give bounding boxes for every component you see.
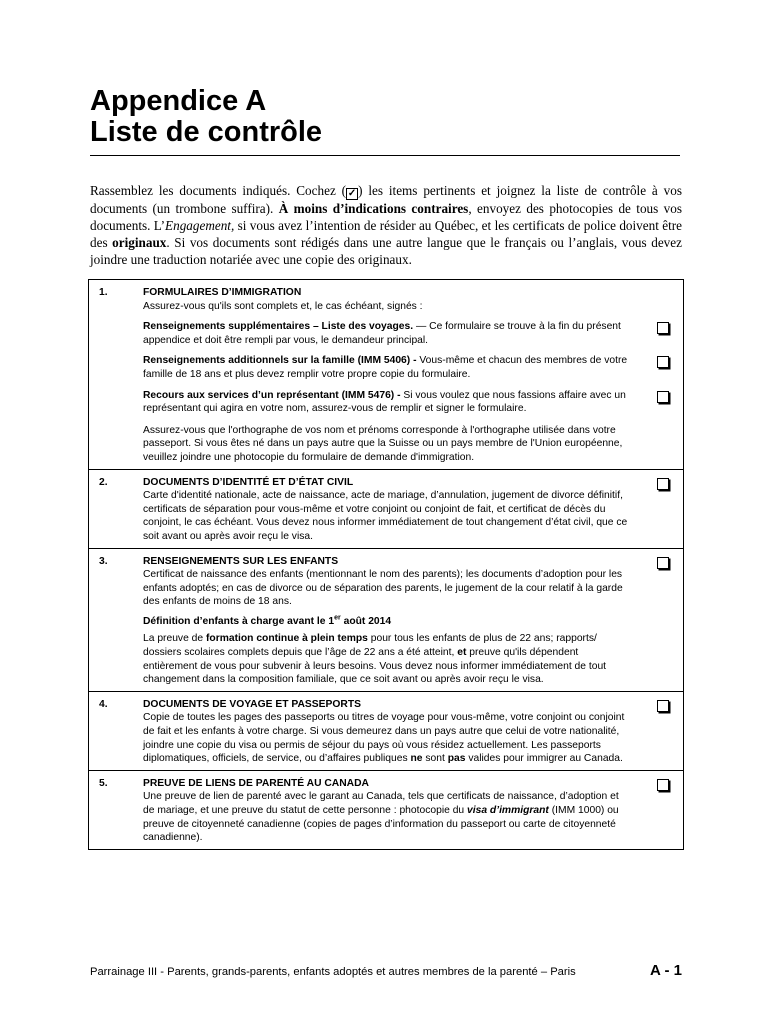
page-number: A - 1 [650,962,682,979]
checkbox[interactable] [657,356,669,368]
checkbox[interactable] [657,391,669,403]
checkbox[interactable] [657,478,669,490]
checkbox[interactable] [657,322,669,334]
section-note: Assurez-vous que l'orthographe de vos nom et prénoms corresponde à l'orthographe utilisée dans votre passeport. Si vous êtes né dans un pays autre que la Suisse ou un pays membre de l'Union européenne, veuillez joindre une photocopie du formulaire de demande d'immigration. [143,424,623,463]
checkbox[interactable] [657,700,669,712]
section-number: 1. [89,280,144,470]
section-title: DOCUMENTS D’IDENTITÉ ET D’ÉTAT CIVIL [143,476,354,488]
definition-text: La preuve de formation continue à plein temps pour tous les enfants de plus de 22 ans; rapports/ dossiers scolaires complets depuis que l’âge de 22 ans a été atteint, et preuve qu'ils dépendent entièrement de vous pour subvenir à leurs besoins. Vous devez nous informer immédiatement de tout changement dans la composition familiale, que ce soit avant ou après avoir reçu le visa. [143,633,607,686]
page-title [90,86,680,148]
section-title: PREUVE DE LIENS DE PARENTÉ AU CANADA [143,777,369,789]
title-divider [90,155,680,156]
section-text: Une preuve de lien de parenté avec le garant au Canada, tels que certificats de naissance, d’adoption et de mariage, et une preuve du statut de cette personne : photocopie du visa d’immigrant (IMM 1000) ou preuve de citoyenneté canadienne (copies de pages d’information du passeport ou carte de citoyenneté canadienne). [143,791,619,844]
section-subtitle: Assurez-vous qu'ils sont complets et, le cas échéant, signés : [143,300,423,312]
section-4 [89,691,684,770]
section-number: 3. [89,548,144,691]
section-number: 5. [89,770,144,849]
intro-paragraph: Rassemblez les documents indiqués. Cochez ( ✓ ) les items pertinents et joignez la liste de contrôle à vos documents (un trombone suffira). À moins d’indications contraires, envoyez des photocopies de tous vos documents. L’Engagement, si vous avez l’intention de résider au Québec, et les certificats de police doivent être des originaux. Si vos documents sont rédigés dans une autre langue que le français ou l’anglais, vous devez joindre une traduction notariée avec une copie des originaux. [90,183,683,267]
list-item: Renseignements supplémentaires – Liste des voyages. — Ce formulaire se trouve à la fin du présent appendice et doit être rempli par vous, le demandeur principal. [143,320,675,347]
checkbox[interactable] [657,557,669,569]
section-number: 2. [89,469,144,548]
section-title: RENSEIGNEMENTS SUR LES ENFANTS [143,555,339,567]
section-text: Copie de toutes les pages des passeports ou titres de voyage pour vous-même, votre conjoint ou conjoint de fait et les enfants à votre charge. Si vous demeurez dans un pays autre que celui de votre nationalité, joindre une copie du visa ou permis de séjour du pays où vous résidez actuellement. Les passeports diplomatiques, officiels, de service, ou d’affaires publiques ne sont pas valides pour immigrer au Canada. [143,712,625,765]
section-title: DOCUMENTS DE VOYAGE ET PASSEPORTS [143,698,361,710]
section-text: Certificat de naissance des enfants (mentionnant le nom des parents); les documents d’adoption pour les enfants adoptés; en cas de divorce ou de séparation des parents, le jugement de la cour relatif à la garde des enfants de moins de 18 ans. [143,569,623,608]
section-2 [89,469,684,548]
definition-title: Définition d’enfants à charge avant le 1er août 2014 [143,614,392,627]
footer-text: Parrainage III - Parents, grands-parents, enfants adoptés et autres membres de la parenté – Paris [90,966,576,978]
section-5 [89,770,684,849]
section-text: Carte d'identité nationale, acte de naissance, acte de mariage, d’annulation, jugement de divorce définitif, certificats de séparation pour vous-même et votre conjoint ou conjoint de fait, et certificat de décès du conjoint, le cas échéant. Vous devez nous informer immédiatement de tout changement d’état civil, que ce soit avant ou après avoir reçu le visa. [143,490,628,542]
section-1 [89,280,684,470]
list-item: Recours aux services d’un représentant (IMM 5476) - Si vous voulez que nous fassions affaire avec un représentant qui agira en votre nom, assurez-vous de remplir et signer le formulaire. [143,389,675,416]
section-number: 4. [89,691,144,770]
page-footer [90,962,682,979]
checked-box-icon: ✓ [347,188,357,199]
title-line-2: Liste de contrôle [90,116,323,148]
checkbox[interactable] [657,779,669,791]
section-3 [89,548,684,691]
section-title: FORMULAIRES D’IMMIGRATION [143,287,302,298]
checklist-table [88,279,684,850]
title-line-1: Appendice A [90,85,267,117]
list-item: Renseignements additionnels sur la famille (IMM 5406) - Vous-même et chacun des membres de votre famille de 18 ans et plus devez remplir votre propre copie du formulaire. [143,354,675,381]
